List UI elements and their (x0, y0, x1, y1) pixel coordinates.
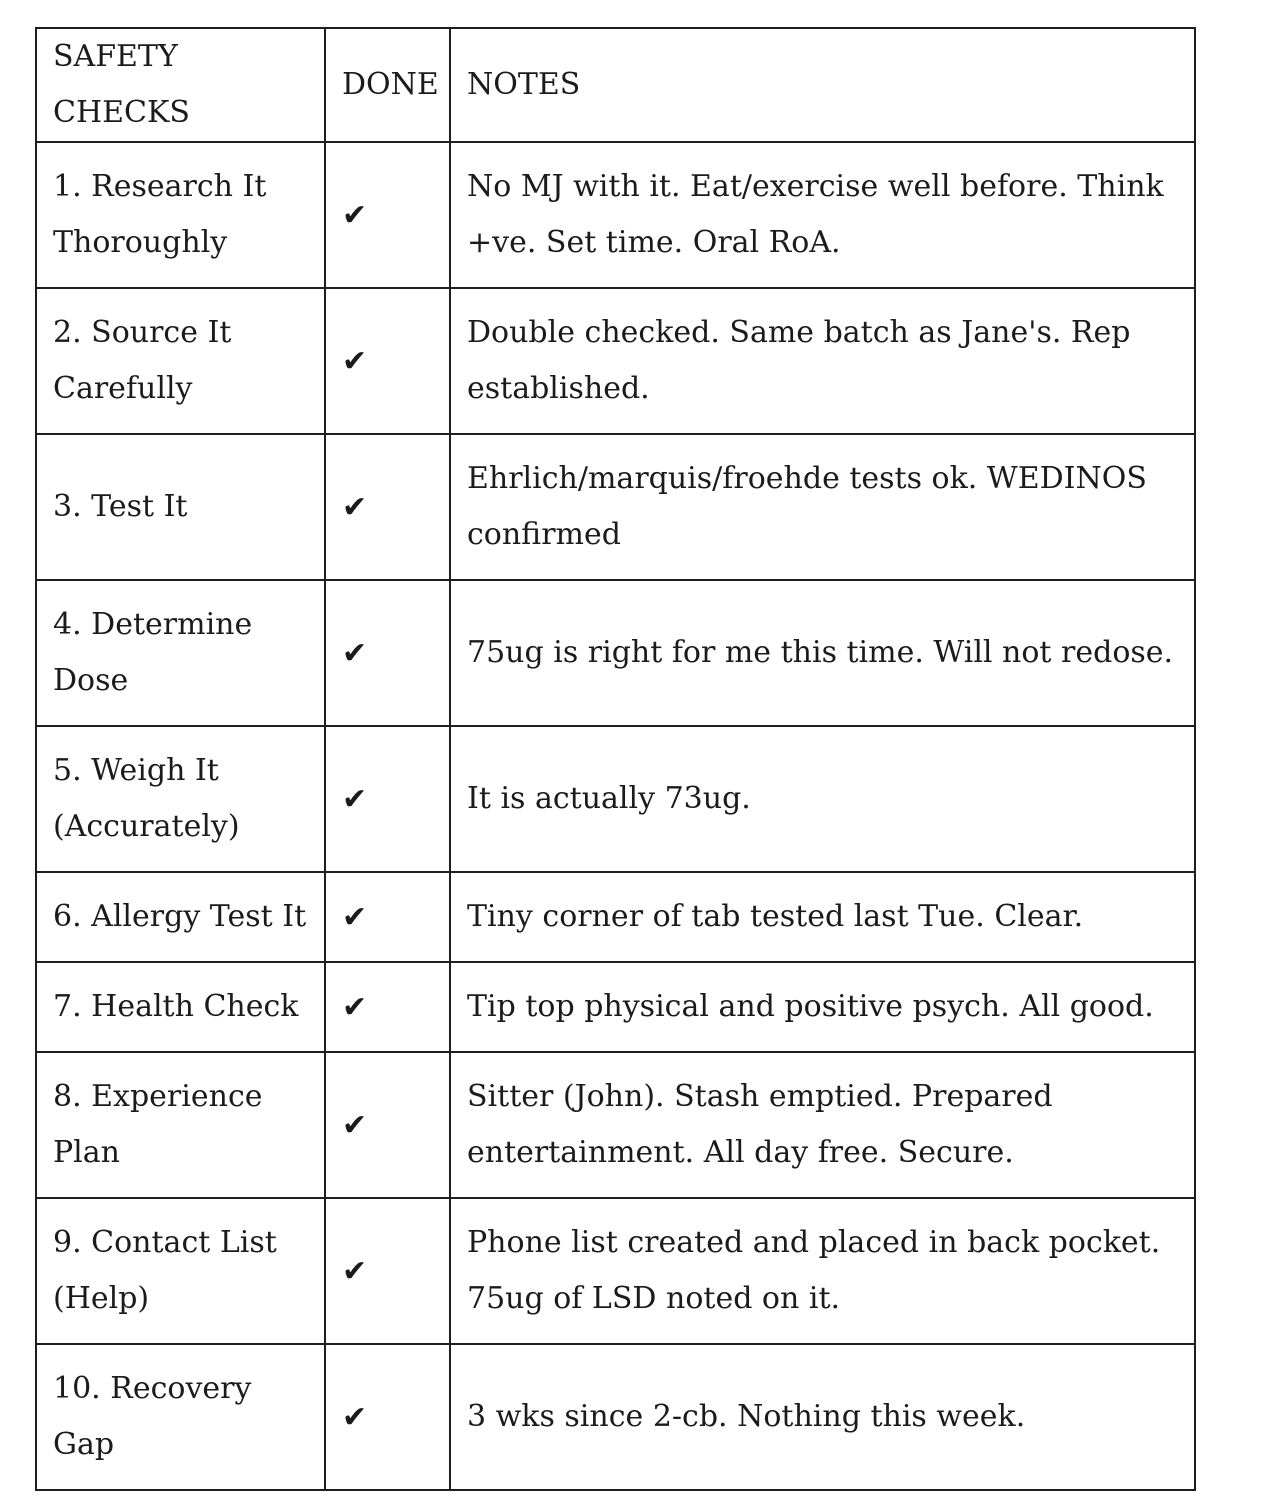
header-safety-checks: SAFETY CHECKS (36, 28, 325, 142)
notes-cell: Tiny corner of tab tested last Tue. Clear. (450, 872, 1195, 962)
table-row (36, 962, 1195, 1052)
check-name-cell: 9. Contact List (Help) (36, 1198, 325, 1344)
check-name-cell: 10. Recovery Gap (36, 1344, 325, 1490)
checkmark-icon: ✔ (342, 1108, 368, 1143)
notes-cell: 3 wks since 2-cb. Nothing this week. (450, 1344, 1195, 1490)
checkmark-icon: ✔ (342, 900, 368, 935)
notes-cell: Double checked. Same batch as Jane's. Rep established. (450, 288, 1195, 434)
check-name-cell: 1. Research It Thoroughly (36, 142, 325, 288)
checkmark-icon: ✔ (342, 344, 368, 379)
notes-cell: It is actually 73ug. (450, 726, 1195, 872)
done-cell (325, 434, 450, 580)
header-done: DONE (325, 28, 450, 142)
checkmark-icon: ✔ (342, 198, 368, 233)
table-row (36, 1198, 1195, 1344)
table-header-row (36, 28, 1195, 142)
notes-cell: 75ug is right for me this time. Will not redose. (450, 580, 1195, 726)
table-row (36, 1052, 1195, 1198)
done-cell (325, 726, 450, 872)
table-row (36, 142, 1195, 288)
notes-cell: Tip top physical and positive psych. All good. (450, 962, 1195, 1052)
notes-cell: No MJ with it. Eat/exercise well before. Think +ve. Set time. Oral RoA. (450, 142, 1195, 288)
checkmark-icon: ✔ (342, 1400, 368, 1435)
done-cell (325, 1344, 450, 1490)
table-row (36, 580, 1195, 726)
done-cell (325, 288, 450, 434)
checkmark-icon: ✔ (342, 1254, 368, 1289)
check-name-cell: 5. Weigh It (Accurately) (36, 726, 325, 872)
done-cell (325, 962, 450, 1052)
done-cell (325, 142, 450, 288)
table-row (36, 288, 1195, 434)
check-name-cell: 4. Determine Dose (36, 580, 325, 726)
check-name-cell: 2. Source It Carefully (36, 288, 325, 434)
checkmark-icon: ✔ (342, 782, 368, 817)
notes-cell: Phone list created and placed in back pocket. 75ug of LSD noted on it. (450, 1198, 1195, 1344)
notes-cell: Ehrlich/marquis/froehde tests ok. WEDINOS confirmed (450, 434, 1195, 580)
done-cell (325, 1198, 450, 1344)
done-cell (325, 872, 450, 962)
table-row (36, 872, 1195, 962)
check-name-cell: 6. Allergy Test It (36, 872, 325, 962)
check-name-cell: 7. Health Check (36, 962, 325, 1052)
table-row (36, 726, 1195, 872)
notes-cell: Sitter (John). Stash emptied. Prepared entertainment. All day free. Secure. (450, 1052, 1195, 1198)
safety-checks-table (35, 27, 1196, 1491)
checkmark-icon: ✔ (342, 490, 368, 525)
checkmark-icon: ✔ (342, 990, 368, 1025)
done-cell (325, 580, 450, 726)
checkmark-icon: ✔ (342, 636, 368, 671)
table-row (36, 1344, 1195, 1490)
table-row (36, 434, 1195, 580)
check-name-cell: 8. Experience Plan (36, 1052, 325, 1198)
header-notes: NOTES (450, 28, 1195, 142)
check-name-cell: 3. Test It (36, 434, 325, 580)
done-cell (325, 1052, 450, 1198)
